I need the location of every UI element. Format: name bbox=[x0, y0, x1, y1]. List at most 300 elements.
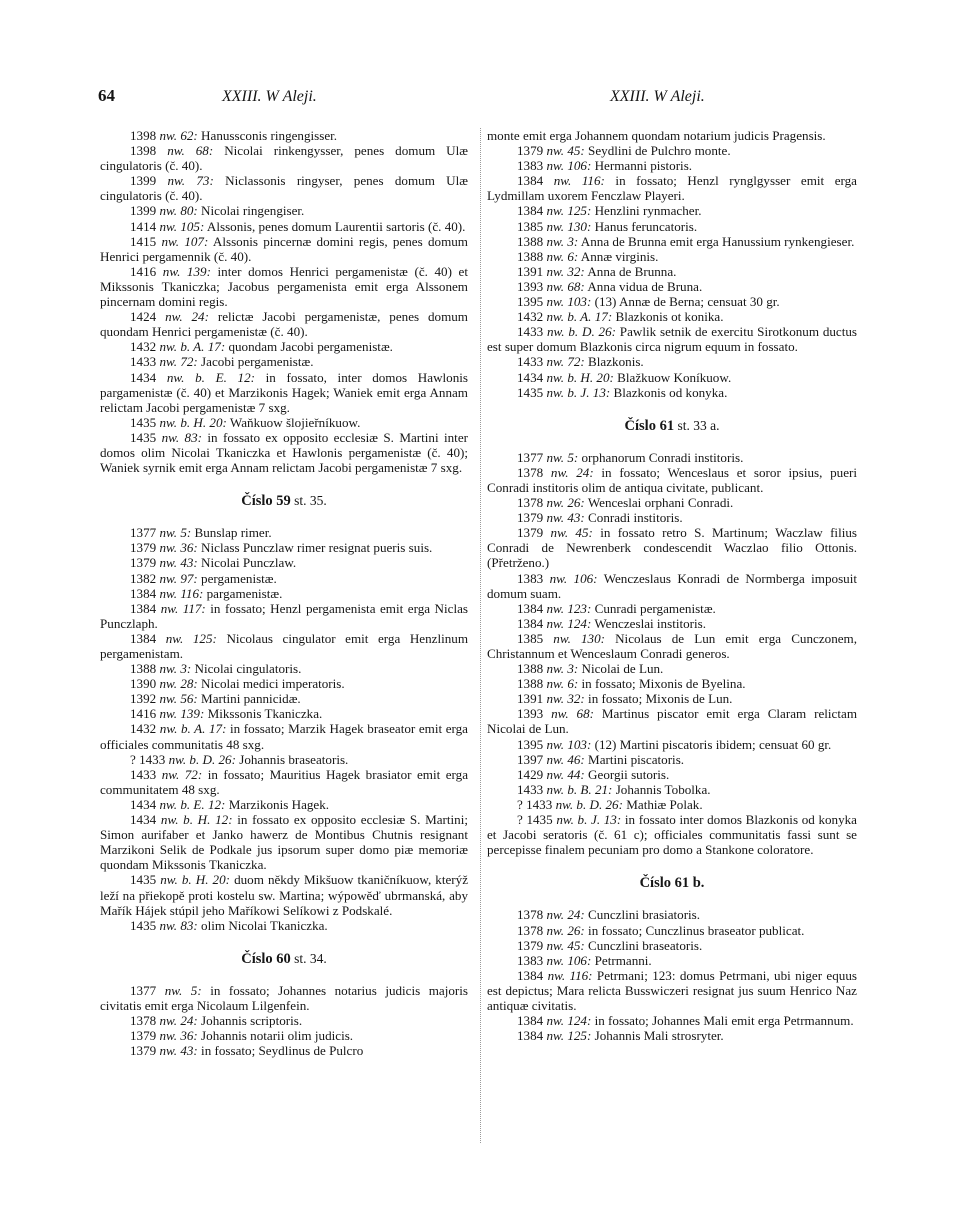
entry-reference: nw. 103: bbox=[546, 294, 592, 310]
entry-year: 1395 bbox=[517, 736, 544, 752]
entry-text: Cunradi pergamenistæ. bbox=[591, 600, 716, 616]
entry-reference: nw. 45: bbox=[546, 937, 585, 953]
entry bbox=[487, 510, 857, 525]
entry-reference: nw. b. A. 17: bbox=[546, 309, 613, 325]
column-divider bbox=[480, 128, 481, 1143]
entry-text: in fossato ex opposito ecclesiæ S. Martini inter domos olim Nicolai Tkaniczka et Hawlonis pergamenistæ (č. 40); Waniek syrnik emit erga Annam relictam Jacobi pergamenistæ 7 sxg. bbox=[100, 429, 468, 476]
entry-reference: nw. 28: bbox=[159, 676, 198, 692]
left-column bbox=[100, 128, 468, 1058]
entry-reference: nw. 6: bbox=[546, 248, 579, 264]
entry-year: 1383 bbox=[517, 570, 544, 586]
entry bbox=[487, 324, 857, 354]
entry-text: Nicolai rinkengysser, penes domum Ulæ cingulatoris (č. 40). bbox=[100, 143, 469, 174]
entry-year: ? 1433 bbox=[517, 796, 553, 812]
section-heading bbox=[487, 875, 857, 891]
entry-reference: nw. 72: bbox=[159, 354, 198, 370]
entry-year: 1429 bbox=[517, 766, 544, 782]
entry-year: 1433 bbox=[517, 324, 544, 340]
entry-reference: nw. 125: bbox=[165, 630, 217, 646]
entry bbox=[487, 370, 857, 385]
entry-reference: nw. b. D. 26: bbox=[168, 751, 236, 767]
entry-reference: nw. 56: bbox=[159, 691, 198, 707]
entry-reference: nw. b. H. 12: bbox=[160, 812, 233, 828]
entry bbox=[487, 691, 857, 706]
entry-reference: nw. b. H. 20: bbox=[160, 872, 231, 888]
entry-reference: nw. b. J. 13: bbox=[556, 812, 622, 828]
entry-text: Georgii sutoris. bbox=[584, 766, 670, 782]
entry-reference: nw. 68: bbox=[167, 143, 214, 159]
entry-text: duom někdy Mikšuow tkaničníkuow, kterýž leží na přiekopě proti kostelu sw. Martina; wýpowěď ubrmanská, aby Mařík Hájek stúpil jeho Maříkowi Selíkowi z Podskalé. bbox=[100, 872, 469, 918]
section-number: Číslo 60 bbox=[241, 950, 291, 967]
entry bbox=[487, 203, 857, 218]
entry-text: Blažkuow Koníkuow. bbox=[613, 369, 732, 385]
entry-text: Blazkonis od konyka. bbox=[610, 384, 728, 400]
entry-reference: nw. 3: bbox=[546, 661, 579, 677]
entry bbox=[487, 782, 857, 797]
entry-year: 1435 bbox=[130, 414, 157, 430]
entry bbox=[100, 1028, 468, 1043]
entry-reference: nw. 43: bbox=[159, 555, 198, 571]
entry bbox=[100, 128, 468, 143]
entry-year: 1435 bbox=[130, 917, 157, 933]
entry-reference: nw. 43: bbox=[546, 510, 585, 526]
entry-text: quondam Jacobi pergamenistæ. bbox=[225, 339, 393, 355]
entry-year: 1416 bbox=[130, 706, 157, 722]
entry-text: Johannis Mali strosryter. bbox=[591, 1028, 724, 1044]
entry-text: Martini piscatoris. bbox=[584, 751, 685, 767]
entry bbox=[487, 143, 857, 158]
entry-text: monte emit erga Johannem quondam notarium judicis Pragensis. bbox=[487, 128, 826, 143]
entry-reference: nw. 3: bbox=[159, 661, 192, 677]
entry-year: 1434 bbox=[130, 369, 157, 385]
entry bbox=[487, 249, 857, 264]
entry bbox=[100, 234, 468, 264]
entry-text: in fossato; Mixonis de Byelina. bbox=[578, 676, 746, 692]
entry-reference: nw. 26: bbox=[546, 495, 585, 511]
entry bbox=[100, 631, 468, 661]
entry-text: Cunczlini braseatoris. bbox=[584, 937, 703, 953]
entry-reference: nw. 36: bbox=[159, 540, 198, 556]
entry-text: in fossato; Mauritius Hagek brasiator emit erga communitatem 48 sxg. bbox=[100, 766, 469, 797]
entry-year: 1435 bbox=[130, 872, 157, 888]
entry-reference: nw. 130: bbox=[546, 218, 592, 234]
entry-year: 1378 bbox=[517, 495, 544, 511]
entry-reference: nw. 130: bbox=[553, 630, 605, 646]
entry-text: in fossato ex opposito ecclesiæ S. Martini; Simon aurifaber et Janko hawerz de Montibus Chutnis resignant Marzikoni Selik de Podkale jus ipsorum super domo piæ memoriæ quondam Mikssonis Tkaniczka. bbox=[100, 812, 468, 873]
entry bbox=[487, 953, 857, 968]
entry-text: orphanorum Conradi institoris. bbox=[578, 449, 744, 465]
entry-reference: nw. 73: bbox=[167, 173, 214, 189]
entry-reference: nw. 117: bbox=[160, 600, 206, 616]
entry bbox=[487, 294, 857, 309]
entry-reference: nw. 3: bbox=[546, 233, 579, 249]
entry-reference: nw. 62: bbox=[159, 128, 198, 143]
entry-reference: nw. 5: bbox=[546, 449, 579, 465]
entry bbox=[487, 923, 857, 938]
section-stall: st. 35. bbox=[290, 493, 327, 509]
entry-reference: nw. b. D. 26: bbox=[555, 796, 623, 812]
entry-year: 1433 bbox=[130, 354, 157, 370]
entry-reference: nw. 72: bbox=[546, 354, 585, 370]
entry-reference: nw. 116: bbox=[553, 173, 605, 189]
entry-year: 1433 bbox=[130, 766, 157, 782]
entry-reference: nw. b. J. 13: bbox=[546, 384, 611, 400]
entry bbox=[487, 158, 857, 173]
entry-reference: nw. 45: bbox=[550, 525, 593, 541]
entry bbox=[487, 1028, 857, 1043]
entry bbox=[487, 797, 857, 812]
entry-text: Johannis scriptoris. bbox=[197, 1013, 303, 1029]
entry bbox=[487, 1013, 857, 1028]
entry bbox=[100, 983, 468, 1013]
entry bbox=[100, 415, 468, 430]
entry-continuation bbox=[487, 128, 857, 143]
section-heading bbox=[487, 418, 857, 434]
entry-year: 1398 bbox=[130, 143, 157, 159]
entry-year: 1434 bbox=[130, 796, 157, 812]
entry-text: in fossato; Wenceslaus et soror ipsius, pueri Conradi institoris olim de antiqua civitate, publicant. bbox=[487, 464, 858, 495]
entry-year: 1392 bbox=[130, 691, 157, 707]
entry-reference: nw. 125: bbox=[546, 203, 592, 219]
entry-text: Wenczeslai institoris. bbox=[591, 615, 707, 631]
entry-year: 1415 bbox=[130, 233, 157, 249]
entry-text: in fossato; Seydlinus de Pulcro bbox=[197, 1043, 364, 1059]
entry-text: Pawlik setnik de exercitu Sirotkonum ductus est super domum Blazkonis circa nigrum equum in fossato. bbox=[487, 324, 858, 355]
entry bbox=[100, 219, 468, 234]
entry bbox=[487, 616, 857, 631]
entry-reference: nw. b. E. 12: bbox=[159, 796, 226, 812]
entry-text: Martinus piscator emit erga Claram relictam Nicolai de Lun. bbox=[487, 706, 858, 737]
entry-year: 1385 bbox=[517, 630, 544, 646]
entry-year: 1434 bbox=[130, 812, 157, 828]
entry-year: 1379 bbox=[517, 510, 544, 526]
entry-reference: nw. 106: bbox=[546, 952, 592, 968]
entry-text: Nicolai de Lun. bbox=[578, 661, 664, 677]
entry-year: 1384 bbox=[517, 203, 544, 219]
entry-year: 1393 bbox=[517, 278, 544, 294]
entry-text: Blazkonis. bbox=[584, 354, 644, 370]
entry-reference: nw. 103: bbox=[546, 736, 592, 752]
entry-text: Niclassonis ringyser, penes domum Ulæ cingulatoris (č. 40). bbox=[100, 173, 469, 204]
entry-reference: nw. b. B. 21: bbox=[546, 781, 613, 797]
entry-text: Johannis notarii olim judicis. bbox=[197, 1028, 354, 1044]
entry-text: Niclass Punczlaw rimer resignat pueris suis. bbox=[197, 540, 433, 556]
entry bbox=[487, 907, 857, 922]
entry bbox=[100, 1013, 468, 1028]
entry-text: in fossato inter domos Blazkonis od konyka et Jacobi seratoris (č. 61 c); officiales communitatis fassi sunt se percepisse finalem pecuniam pro domo a Stankone coloratore. bbox=[487, 812, 857, 858]
entry-text: in fossato; Henzl pergamenista emit erga Niclas Punczlaph. bbox=[100, 600, 468, 631]
entry-year: 1378 bbox=[517, 922, 544, 938]
entry-year: 1414 bbox=[130, 218, 157, 234]
entry-text: in fossato; Johannes Mali emit erga Petrmannum. bbox=[591, 1013, 854, 1029]
entry bbox=[487, 812, 857, 857]
entry-year: 1391 bbox=[517, 691, 544, 707]
entry-reference: nw. 106: bbox=[546, 158, 592, 174]
entry-reference: nw. 46: bbox=[546, 751, 585, 767]
entry bbox=[100, 339, 468, 354]
entry-year: 1379 bbox=[517, 937, 544, 953]
entry bbox=[100, 173, 468, 203]
entry bbox=[487, 601, 857, 616]
entry bbox=[487, 450, 857, 465]
entry-year: 1395 bbox=[517, 294, 544, 310]
entry-year: 1435 bbox=[130, 429, 157, 445]
entry-year: 1377 bbox=[130, 525, 157, 541]
entry-text: Nicolai ringengiser. bbox=[197, 203, 305, 219]
entry-reference: nw. 80: bbox=[159, 203, 198, 219]
entry-reference: nw. 24: bbox=[550, 464, 594, 480]
entry bbox=[100, 601, 468, 631]
entry-reference: nw. b. A. 17: bbox=[159, 721, 227, 737]
entry-text: in fossato; Johannes notarius judicis majoris civitatis emit erga Nicolaum Lilgenfein. bbox=[100, 982, 469, 1013]
entry-text: Hanussconis ringengisser. bbox=[197, 128, 338, 143]
entry-text: Mathiæ Polak. bbox=[622, 796, 703, 812]
entry-text: Cunczlini brasiatoris. bbox=[584, 907, 701, 923]
entry-text: Johannis Tobolka. bbox=[612, 781, 711, 797]
entry-text: in fossato, inter domos Hawlonis pargamenistæ (č. 40) et Marzikonis Hagek; Waniek emit erga Annam relictam Jacobi pergamenistæ 7 sxg. bbox=[100, 369, 468, 415]
entry-text: in fossato; Mixonis de Lun. bbox=[584, 691, 733, 707]
entry bbox=[487, 571, 857, 601]
entry-reference: nw. 139: bbox=[159, 706, 205, 722]
entry bbox=[487, 234, 857, 249]
entry bbox=[487, 968, 857, 1013]
entry-reference: nw. 116: bbox=[547, 967, 593, 983]
entry-text: Petrmani; 123: domus Petrmani, ubi niger equus est depictus; Mara relicta Busswiczeri resignat jus suum Henrico Naz antiquæ civitatis. bbox=[487, 967, 857, 1013]
entry-reference: nw. 24: bbox=[546, 907, 585, 923]
entry-text: inter domos Henrici pergamenistæ (č. 40) et Mikssonis Tkaniczka; Jacobus pergamenista emit erga Alssonem pincernam domini regis. bbox=[100, 263, 468, 310]
entry-text: Waňkuow šlojieřníkuow. bbox=[226, 414, 361, 430]
entry-year: 1384 bbox=[130, 585, 157, 601]
entry bbox=[100, 586, 468, 601]
entry-text: Petrmanni. bbox=[591, 952, 652, 968]
section-number: Číslo 59 bbox=[241, 493, 291, 510]
entry-reference: nw. 43: bbox=[159, 1043, 198, 1059]
entry bbox=[100, 370, 468, 415]
entry-reference: nw. b. A. 17: bbox=[159, 339, 226, 355]
entry bbox=[100, 676, 468, 691]
entry-text: Mikssonis Tkaniczka. bbox=[204, 706, 323, 722]
entry-reference: nw. 26: bbox=[546, 922, 585, 938]
section-stall: st. 33 a. bbox=[674, 417, 720, 433]
entry-text: Marzikonis Hagek. bbox=[225, 796, 330, 812]
entry-text: in fossato retro S. Martinum; Waczlaw filius Conradi de Newrenberk condescendit Waczlao filio Ottonis. (Přetrženo.) bbox=[487, 525, 857, 571]
entry-reference: nw. 68: bbox=[551, 706, 594, 722]
entry-text: Hanus feruncatoris. bbox=[591, 218, 698, 234]
entry bbox=[100, 797, 468, 812]
entry-text: Blazkonis ot konika. bbox=[612, 309, 724, 325]
entry-reference: nw. 32: bbox=[546, 263, 585, 279]
entry-year: 1384 bbox=[130, 600, 157, 616]
entry bbox=[487, 706, 857, 736]
entry bbox=[100, 540, 468, 555]
entry-year: 1434 bbox=[517, 369, 544, 385]
entry-text: Nicolai medici imperatoris. bbox=[197, 676, 345, 692]
entry-year: 1432 bbox=[130, 721, 157, 737]
entry-reference: nw. 68: bbox=[546, 278, 585, 294]
entry-year: 1388 bbox=[517, 661, 544, 677]
entry-reference: nw. 44: bbox=[546, 766, 585, 782]
entry-reference: nw. 124: bbox=[546, 1013, 592, 1029]
entry-text: Alssonis, penes domum Laurentii sartoris (č. 40). bbox=[204, 218, 466, 234]
entry-text: olim Nicolai Tkaniczka. bbox=[197, 917, 328, 933]
entry-year: 1398 bbox=[130, 128, 157, 143]
entry-year: 1388 bbox=[517, 233, 544, 249]
entry-text: Annæ virginis. bbox=[578, 248, 659, 264]
entry bbox=[100, 430, 468, 475]
entry-year: 1384 bbox=[517, 967, 544, 983]
entry-text: Wenczeslaus Konradi de Normberga imposuit domum suam. bbox=[487, 570, 857, 601]
section-heading bbox=[100, 951, 468, 967]
entry bbox=[487, 385, 857, 400]
entry-year: 1384 bbox=[130, 630, 157, 646]
entry bbox=[487, 631, 857, 661]
entry-text: Anna vidua de Bruna. bbox=[584, 278, 703, 294]
entry-text: Wenceslai orphani Conradi. bbox=[584, 495, 734, 511]
entry-year: 1377 bbox=[517, 449, 544, 465]
entry-year: 1433 bbox=[517, 354, 544, 370]
entry-year: 1383 bbox=[517, 158, 544, 174]
entry-year: 1384 bbox=[517, 1013, 544, 1029]
entry-text: Anna de Brunna emit erga Hanussium rynkengieser. bbox=[578, 233, 855, 249]
entry-year: 1378 bbox=[130, 1013, 157, 1029]
entry-text: in fossato; Marzik Hagek braseator emit erga officiales communitatis 48 sxg. bbox=[100, 721, 468, 752]
entry-year: 1424 bbox=[130, 309, 157, 325]
entry-reference: nw. 6: bbox=[546, 676, 579, 692]
entry bbox=[100, 571, 468, 586]
entry-year: 1397 bbox=[517, 751, 544, 767]
entry-text: Nicolaus de Lun emit erga Cunczonem, Christannum et Wenceslaum Conradi generos. bbox=[487, 630, 858, 661]
entry-year: 1388 bbox=[517, 676, 544, 692]
entry bbox=[487, 676, 857, 691]
section-heading bbox=[100, 493, 468, 509]
entry-year: 1391 bbox=[517, 263, 544, 279]
entry-year: 1435 bbox=[517, 384, 544, 400]
entry bbox=[100, 555, 468, 570]
entry-text: in fossato; Cunczlinus braseator publicat. bbox=[584, 922, 805, 938]
entry-year: 1388 bbox=[517, 248, 544, 264]
entry-year: 1416 bbox=[130, 263, 157, 279]
section-number: Číslo 61 b. bbox=[639, 875, 705, 892]
entry-reference: nw. 105: bbox=[159, 218, 205, 234]
entry-text: Jacobi pergamenistæ. bbox=[197, 354, 314, 370]
section-stall: st. 34. bbox=[290, 950, 327, 966]
entry bbox=[487, 309, 857, 324]
entry-year: 1432 bbox=[517, 309, 544, 325]
entry bbox=[100, 525, 468, 540]
entry-year: 1382 bbox=[130, 570, 157, 586]
entry-year: 1377 bbox=[130, 982, 157, 998]
entry-reference: nw. 107: bbox=[161, 233, 209, 249]
entry-year: 1378 bbox=[517, 907, 544, 923]
entry bbox=[487, 219, 857, 234]
entry-reference: nw. 97: bbox=[159, 570, 198, 586]
entry-year: 1399 bbox=[130, 203, 157, 219]
running-title-left: XXIII. W Aleji. bbox=[222, 88, 317, 105]
entry bbox=[100, 812, 468, 872]
page-number: 64 bbox=[98, 86, 115, 105]
entry bbox=[100, 706, 468, 721]
entry-year: ? 1435 bbox=[517, 812, 553, 828]
entry bbox=[100, 767, 468, 797]
entry bbox=[487, 938, 857, 953]
entry bbox=[487, 495, 857, 510]
entry-reference: nw. 124: bbox=[546, 615, 592, 631]
entry-year: 1393 bbox=[517, 706, 544, 722]
entry-text: Hermanni pistoris. bbox=[591, 158, 693, 174]
page-header bbox=[98, 86, 858, 110]
entry-text: Bunslap rimer. bbox=[191, 525, 272, 541]
entry bbox=[487, 737, 857, 752]
entry bbox=[100, 309, 468, 339]
entry-reference: nw. 83: bbox=[161, 429, 202, 445]
entry bbox=[487, 767, 857, 782]
entry bbox=[100, 661, 468, 676]
entry-reference: nw. 24: bbox=[165, 309, 209, 325]
entry-reference: nw. 5: bbox=[159, 525, 192, 541]
entry-reference: nw. 36: bbox=[159, 1028, 198, 1044]
entry-reference: nw. 24: bbox=[159, 1013, 198, 1029]
entry-year: 1385 bbox=[517, 218, 544, 234]
section-number: Číslo 61 bbox=[624, 417, 675, 434]
entry-year: 1399 bbox=[130, 173, 157, 189]
entry-text: Nicolaus cingulator emit erga Henzlinum pergamenistam. bbox=[100, 630, 469, 661]
entry-reference: nw. 72: bbox=[161, 766, 203, 782]
entry bbox=[487, 525, 857, 570]
entry-reference: nw. b. H. 20: bbox=[546, 369, 614, 385]
entry bbox=[487, 264, 857, 279]
entry-year: 1379 bbox=[130, 555, 157, 571]
entry-reference: nw. 45: bbox=[546, 143, 585, 159]
entry-reference: nw. 123: bbox=[546, 600, 592, 616]
entry-text: (12) Martini piscatoris ibidem; censuat 60 gr. bbox=[591, 736, 832, 752]
entry bbox=[100, 143, 468, 173]
entry-year: 1432 bbox=[130, 339, 157, 355]
entry-text: in fossato; Henzl rynglgysser emit erga Lydmillam uxorem Fenczlaw Playeri. bbox=[487, 173, 857, 204]
entry bbox=[487, 752, 857, 767]
entry-text: relictæ Jacobi pergamenistæ, penes domum quondam Henrici pergamenistæ (č. 40). bbox=[100, 309, 468, 340]
entry bbox=[100, 872, 468, 917]
entry-reference: nw. b. D. 26: bbox=[547, 324, 616, 340]
entry-year: 1384 bbox=[517, 173, 544, 189]
entry-text: Johannis braseatoris. bbox=[235, 751, 349, 767]
entry bbox=[487, 279, 857, 294]
entry bbox=[100, 918, 468, 933]
entry-year: 1433 bbox=[517, 781, 544, 797]
entry-reference: nw. 139: bbox=[162, 263, 211, 279]
entry bbox=[100, 691, 468, 706]
entry-text: Martini pannicidæ. bbox=[197, 691, 301, 707]
entry-year: 1388 bbox=[130, 661, 157, 677]
entry-year: 1384 bbox=[517, 600, 544, 616]
entry-year: 1384 bbox=[517, 615, 544, 631]
entry bbox=[487, 465, 857, 495]
entry-text: (13) Annæ de Berna; censuat 30 gr. bbox=[591, 294, 780, 310]
entry-reference: nw. 5: bbox=[164, 982, 202, 998]
entry-text: Conradi institoris. bbox=[584, 510, 683, 526]
entry-year: ? 1433 bbox=[130, 751, 166, 767]
entry-text: pergamenistæ. bbox=[197, 570, 277, 586]
entry-text: Anna de Brunna. bbox=[584, 263, 677, 279]
entry-reference: nw. b. H. 20: bbox=[159, 414, 227, 430]
entry-text: Alssonis pincernæ domini regis, penes domum Henrici pergamennik (č. 40). bbox=[100, 233, 468, 264]
entry-year: 1379 bbox=[517, 143, 544, 159]
entry-reference: nw. 32: bbox=[546, 691, 585, 707]
entry-text: pargamenistæ. bbox=[203, 585, 283, 601]
entry-text: Nicolai Punczlaw. bbox=[197, 555, 297, 571]
entry-reference: nw. 83: bbox=[159, 917, 198, 933]
entry-reference: nw. b. E. 12: bbox=[166, 369, 255, 385]
entry bbox=[100, 203, 468, 218]
